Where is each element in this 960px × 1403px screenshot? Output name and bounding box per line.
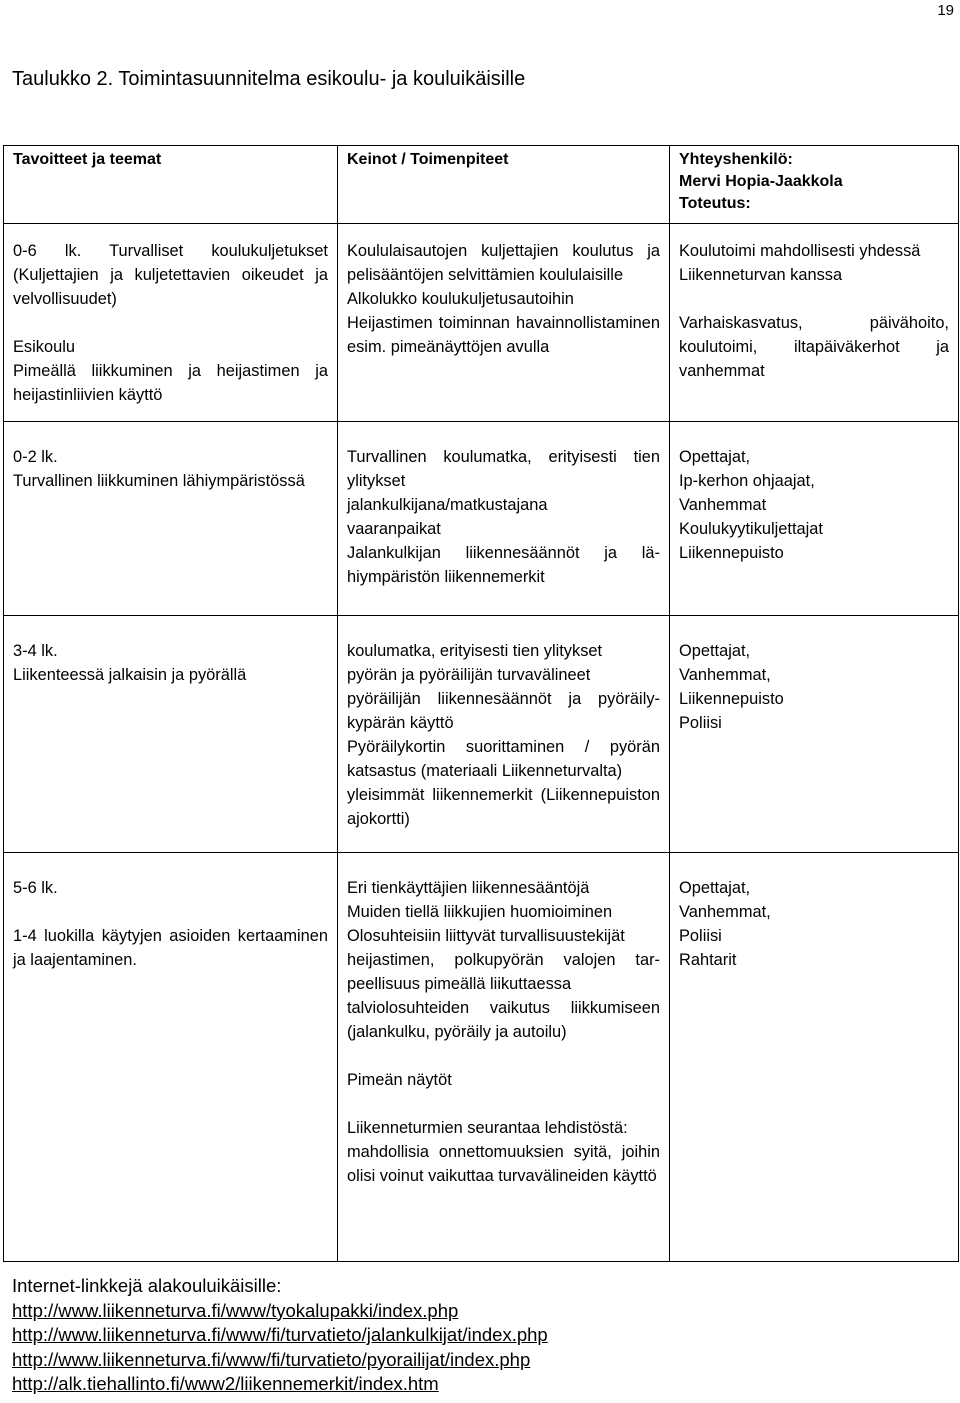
contact-item: Vanhemmat, — [679, 903, 771, 921]
contact-item: Ip-kerhon ohjaajat, — [679, 472, 815, 490]
contact-item: Vanhemmat — [679, 496, 767, 514]
action-item: Liikenneturmien seurantaa lehdistöstä: — [347, 1119, 628, 1137]
contact-item: Opettajat, — [679, 642, 751, 660]
action-item: Alkolukko koulukuljetusautoihin — [347, 290, 574, 308]
table-row — [4, 422, 959, 616]
action-item: Pyöräilykortin suorittaminen / pyörän katsastus (materiaali Liikenneturvalta) — [347, 738, 660, 780]
contact-item: Opettajat, — [679, 448, 751, 466]
actions-cell — [338, 853, 670, 1262]
contact-item: Vanhemmat, — [679, 666, 771, 684]
header-contact — [670, 146, 959, 224]
action-item: koulumatka, erityisesti tien ylitykset — [347, 642, 603, 660]
table-row — [4, 616, 959, 853]
goal-text: 0-6 lk. Turvalliset koulukuljetukset (Kuljettajien ja kuljetettavien oikeudet ja velvollisuudet) — [13, 242, 328, 308]
action-item: yleisimmät liikennemerkit (Liikennepuiston ajokortti) — [347, 786, 660, 828]
link-pyorailijat[interactable]: http://www.liikenneturva.fi/www/fi/turvatieto/pyorailijat/index.php — [12, 1348, 531, 1370]
contact-item: Koulukyytikuljettajat — [679, 520, 823, 538]
links-heading: Internet-linkkejä alakouluikäisille: — [12, 1275, 282, 1296]
goal-cell — [4, 422, 338, 616]
action-item: Turvallinen koulumatka, erityisesti tien ylitykset — [347, 448, 660, 490]
page-number: 19 — [937, 2, 954, 19]
header-contact-label: Yhteyshenkilö: — [679, 151, 793, 168]
action-item: Eri tienkäyttäjien liikennesääntöjä — [347, 879, 590, 897]
contact-item: Poliisi — [679, 714, 722, 732]
links-section — [12, 1274, 548, 1397]
goal-text: 1-4 luokilla käytyjen asioiden kertaaminen ja laajentaminen. — [13, 927, 328, 969]
action-item: jalankulkijana/matkustajana — [347, 496, 548, 514]
link-jalankulkijat[interactable]: http://www.liikenneturva.fi/www/fi/turvatieto/jalankulkijat/index.php — [12, 1324, 548, 1345]
goal-cell — [4, 224, 338, 422]
actions-cell — [338, 422, 670, 616]
contact-item: Liikennepuisto — [679, 690, 784, 708]
actions-cell — [338, 616, 670, 853]
actions-cell — [338, 224, 670, 422]
goal-subheading: Esikoulu — [13, 338, 75, 356]
goal-text: Turvallinen liikkuminen lähiympäristössä — [13, 472, 305, 490]
action-item: Jalankulkijan liikennesäännöt ja lähiympäristön liikennemerkit — [347, 544, 660, 586]
link-liikennemerkit[interactable]: http://alk.tiehallinto.fi/www2/liikennemerkit/index.htm — [12, 1373, 439, 1394]
header-implementation: Toteutus: — [679, 195, 751, 212]
action-item: talviolosuhteiden vaikutus liikkumiseen (jalankulku, pyöräily ja autoilu) — [347, 999, 660, 1041]
contact-item: Liikennepuisto — [679, 544, 784, 562]
table-header-row — [4, 146, 959, 224]
action-item: pyöräilijän liikennesäännöt ja pyöräilykypärän käyttö — [347, 690, 660, 732]
contact-cell — [670, 853, 959, 1262]
action-item: Olosuhteisiin liittyvät turvallisuustekijät — [347, 927, 625, 945]
goal-text: Liikenteessä jalkaisin ja pyörällä — [13, 666, 247, 684]
contact-text: Varhaiskasvatus, päivähoito, koulutoimi, iltapäiväkerhot ja vanhemmat — [679, 314, 949, 380]
contact-item: Poliisi — [679, 927, 722, 945]
table-row — [4, 853, 959, 1262]
contact-cell — [670, 422, 959, 616]
header-goals: Tavoitteet ja teemat — [4, 146, 338, 224]
header-contact-name: Mervi Hopia-Jaakkola — [679, 173, 843, 190]
grade-label: 0-2 lk. — [13, 448, 58, 466]
action-item: pyörän ja pyöräilijän turvavälineet — [347, 666, 591, 684]
action-item: Koululaisautojen kuljettajien koulutus ja pelisääntöjen selvittämien koululaisille — [347, 242, 660, 284]
goal-cell — [4, 853, 338, 1262]
header-actions: Keinot / Toimenpiteet — [338, 146, 670, 224]
goal-cell — [4, 616, 338, 853]
contact-text: Koulutoimi mahdollisesti yhdessä Liikenneturvan kanssa — [679, 242, 921, 284]
grade-label: 5-6 lk. — [13, 879, 58, 897]
contact-cell — [670, 616, 959, 853]
grade-label: 3-4 lk. — [13, 642, 58, 660]
action-item: mahdollisia onnettomuuksien syitä, joihin olisi voinut vaikuttaa turvavälineiden käyttö — [347, 1143, 660, 1185]
goal-text: Pimeällä liikkuminen ja heijastimen ja heijastinliivien käyttö — [13, 362, 328, 404]
contact-item: Rahtarit — [679, 951, 737, 969]
action-plan-table — [3, 145, 959, 1262]
action-item: Pimeän näytöt — [347, 1071, 452, 1089]
table-row — [4, 224, 959, 422]
link-tyokalupakki[interactable]: http://www.liikenneturva.fi/www/tyokalupakki/index.php — [12, 1299, 459, 1321]
action-item: Muiden tiellä liikkujien huomioiminen — [347, 903, 613, 921]
page-title: Taulukko 2. Toimintasuunnitelma esikoulu- ja kouluikäisille — [12, 68, 526, 90]
contact-cell — [670, 224, 959, 422]
contact-item: Opettajat, — [679, 879, 751, 897]
action-item: heijastimen, polkupyörän valojen tarpeellisuus pimeällä liikuttaessa — [347, 951, 660, 993]
action-item: vaaranpaikat — [347, 520, 441, 538]
action-item: Heijastimen toiminnan havainnollistaminen esim. pimeänäyttöjen avulla — [347, 314, 660, 356]
